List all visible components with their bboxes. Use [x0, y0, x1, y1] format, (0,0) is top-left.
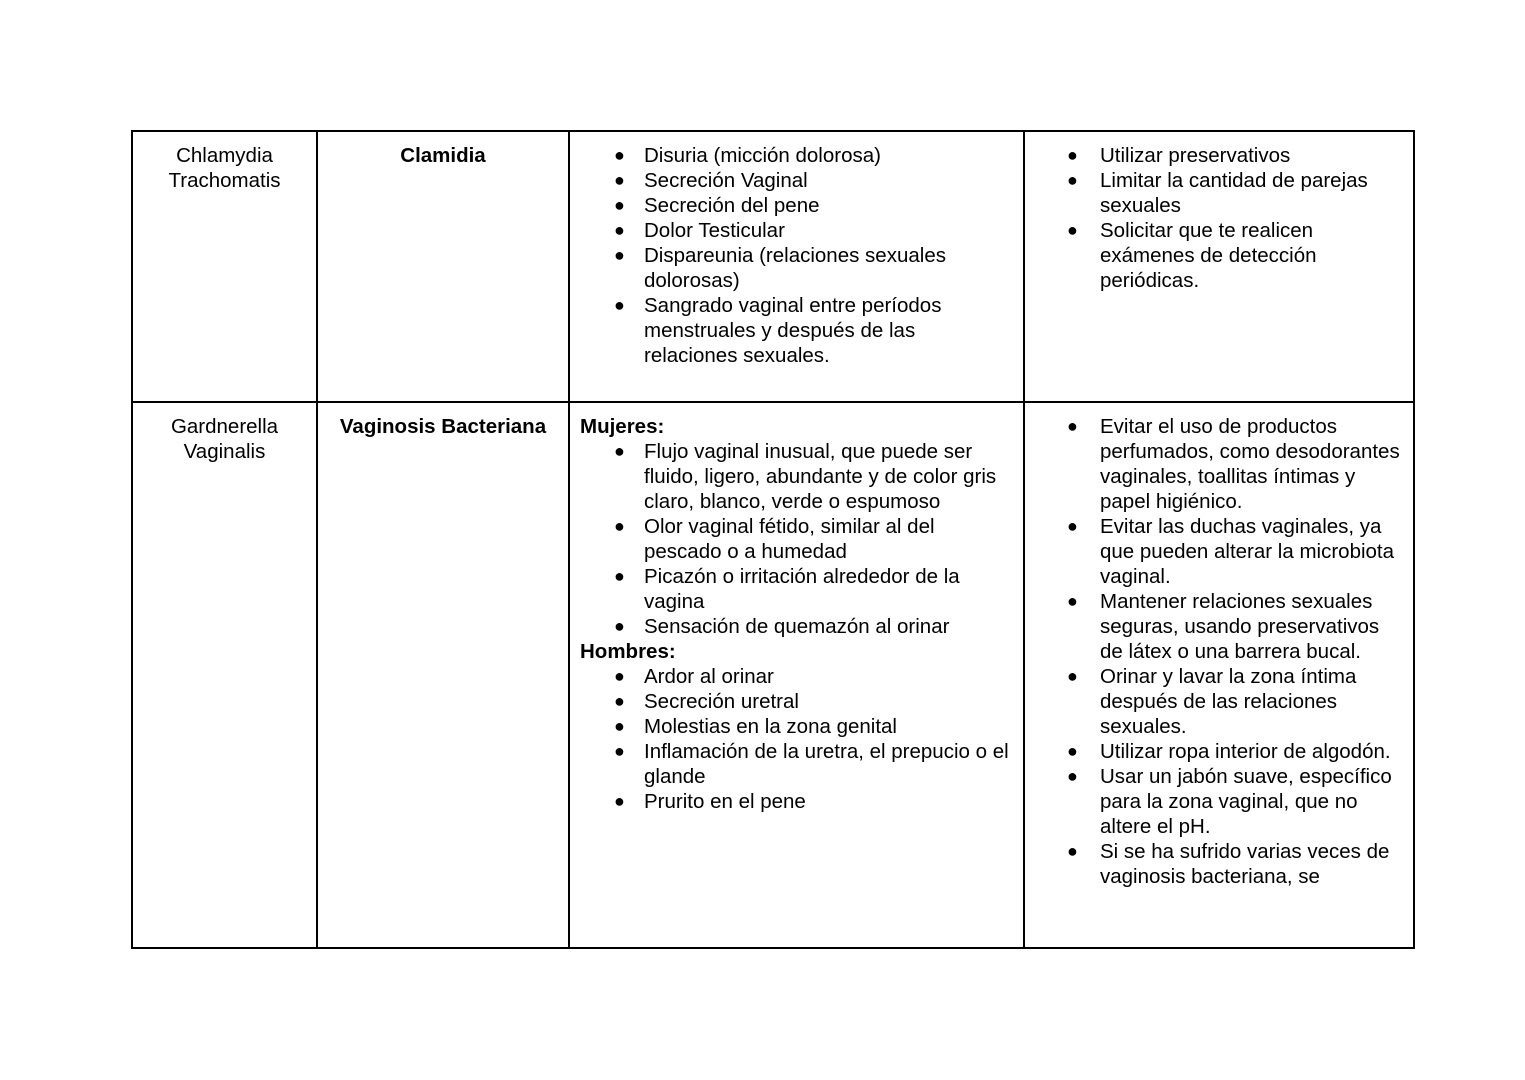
symptoms-cell: [569, 131, 1024, 402]
symptoms-list: [570, 403, 1023, 824]
organism-name: Chlamydia Trachomatis: [168, 144, 281, 192]
list-item-text: Dispareunia (relaciones sexuales dolorosas): [644, 244, 946, 292]
bullet-list: [1036, 414, 1401, 889]
bullet-icon: ●: [1067, 741, 1078, 761]
disease-name: Vaginosis Bacteriana: [339, 415, 547, 438]
list-item-text: Sensación de quemazón al orinar: [644, 615, 950, 638]
list-item: [580, 614, 1013, 639]
list-item-text: Utilizar preservativos: [1100, 144, 1291, 167]
symptoms-list: [570, 132, 1023, 378]
list-item-text: Usar un jabón suave, específico para la zona vaginal, que no altere el pH.: [1100, 765, 1392, 838]
list-item-text: Picazón o irritación alrededor de la vagina: [644, 565, 960, 613]
list-item-text: Evitar el uso de productos perfumados, como desodorantes vaginales, toallitas íntimas y papel higiénico.: [1100, 415, 1400, 513]
bullet-icon: ●: [1067, 591, 1078, 611]
list-item: [1036, 764, 1401, 839]
list-item: [580, 143, 1013, 168]
list-item: [580, 243, 1013, 293]
list-item-text: Si se ha sufrido varias veces de vaginosis bacteriana, se: [1100, 840, 1390, 888]
list-item-text: Flujo vaginal inusual, que puede ser fluido, ligero, abundante y de color gris claro, blanco, verde o espumoso: [644, 440, 997, 513]
symptoms-group-heading: Hombres:: [580, 640, 676, 663]
table-row: [132, 131, 1414, 402]
list-item-text: Molestias en la zona genital: [644, 715, 897, 738]
bullet-icon: ●: [1067, 516, 1078, 536]
organism-cell: [132, 131, 317, 402]
list-item: [580, 564, 1013, 614]
list-item: [1036, 839, 1401, 889]
bullet-icon: ●: [614, 716, 625, 736]
list-item-text: Olor vaginal fétido, similar al del pescado o a humedad: [644, 515, 935, 563]
list-item: [580, 739, 1013, 789]
list-item-text: Evitar las duchas vaginales, ya que pueden alterar la microbiota vaginal.: [1100, 515, 1395, 588]
prevention-cell: [1024, 131, 1414, 402]
list-item: [1036, 739, 1401, 764]
list-item-text: Secreción Vaginal: [644, 169, 808, 192]
prevention-list: [1025, 132, 1413, 303]
bullet-icon: ●: [1067, 220, 1078, 240]
list-item-text: Secreción uretral: [644, 690, 799, 713]
list-item: [580, 789, 1013, 814]
bullet-list: [580, 664, 1013, 814]
list-item-text: Ardor al orinar: [644, 665, 774, 688]
list-item-text: Secreción del pene: [644, 194, 820, 217]
prevention-list: [1025, 403, 1413, 899]
list-item: [580, 664, 1013, 689]
bullet-icon: ●: [614, 170, 625, 190]
list-item: [580, 293, 1013, 368]
bullet-icon: ●: [614, 691, 625, 711]
bullet-list: [1036, 143, 1401, 293]
list-item: [1036, 589, 1401, 664]
list-item: [1036, 143, 1401, 168]
list-item-text: Disuria (micción dolorosa): [644, 144, 881, 167]
bullet-icon: ●: [1067, 416, 1078, 436]
bullet-icon: ●: [614, 791, 625, 811]
bullet-icon: ●: [614, 741, 625, 761]
table-row: [132, 402, 1414, 948]
bullet-icon: ●: [614, 195, 625, 215]
list-item: [580, 439, 1013, 514]
list-item-text: Inflamación de la uretra, el prepucio o el glande: [644, 740, 1009, 788]
disease-name: Clamidia: [400, 144, 486, 167]
list-item-text: Sangrado vaginal entre períodos menstruales y después de las relaciones sexuales.: [644, 294, 942, 367]
list-item: [1036, 514, 1401, 589]
list-item-text: Dolor Testicular: [644, 219, 785, 242]
list-item: [580, 193, 1013, 218]
bullet-icon: ●: [614, 566, 625, 586]
list-item: [1036, 168, 1401, 218]
symptoms-group-heading: Mujeres:: [580, 415, 665, 438]
list-item: [580, 714, 1013, 739]
disease-cell: [317, 131, 569, 402]
list-item-text: Utilizar ropa interior de algodón.: [1100, 740, 1391, 763]
bullet-icon: ●: [1067, 666, 1078, 686]
bullet-icon: ●: [1067, 766, 1078, 786]
bullet-icon: ●: [614, 145, 625, 165]
symptoms-cell: [569, 402, 1024, 948]
bullet-icon: ●: [1067, 170, 1078, 190]
bullet-icon: ●: [614, 220, 625, 240]
bullet-icon: ●: [614, 295, 625, 315]
list-item: [580, 218, 1013, 243]
list-item-text: Orinar y lavar la zona íntima después de las relaciones sexuales.: [1100, 665, 1357, 738]
disease-cell: [317, 402, 569, 948]
prevention-cell: [1024, 402, 1414, 948]
bullet-icon: ●: [614, 616, 625, 636]
bullet-icon: ●: [1067, 145, 1078, 165]
list-item: [580, 689, 1013, 714]
bullet-list: [580, 143, 1013, 368]
organism-name: Gardnerella Vaginalis: [170, 415, 279, 463]
list-item-text: Mantener relaciones sexuales seguras, usando preservativos de látex o una barrera bucal.: [1100, 590, 1380, 663]
sti-table: [131, 130, 1415, 949]
list-item-text: Solicitar que te realicen exámenes de detección periódicas.: [1100, 219, 1317, 292]
list-item: [1036, 414, 1401, 514]
list-item: [1036, 218, 1401, 293]
list-item-text: Limitar la cantidad de parejas sexuales: [1100, 169, 1368, 217]
bullet-icon: ●: [614, 666, 625, 686]
organism-cell: [132, 402, 317, 948]
bullet-icon: ●: [614, 516, 625, 536]
list-item: [580, 514, 1013, 564]
bullet-icon: ●: [1067, 841, 1078, 861]
bullet-list: [580, 439, 1013, 639]
list-item-text: Prurito en el pene: [644, 790, 806, 813]
bullet-icon: ●: [614, 441, 625, 461]
bullet-icon: ●: [614, 245, 625, 265]
list-item: [580, 168, 1013, 193]
list-item: [1036, 664, 1401, 739]
